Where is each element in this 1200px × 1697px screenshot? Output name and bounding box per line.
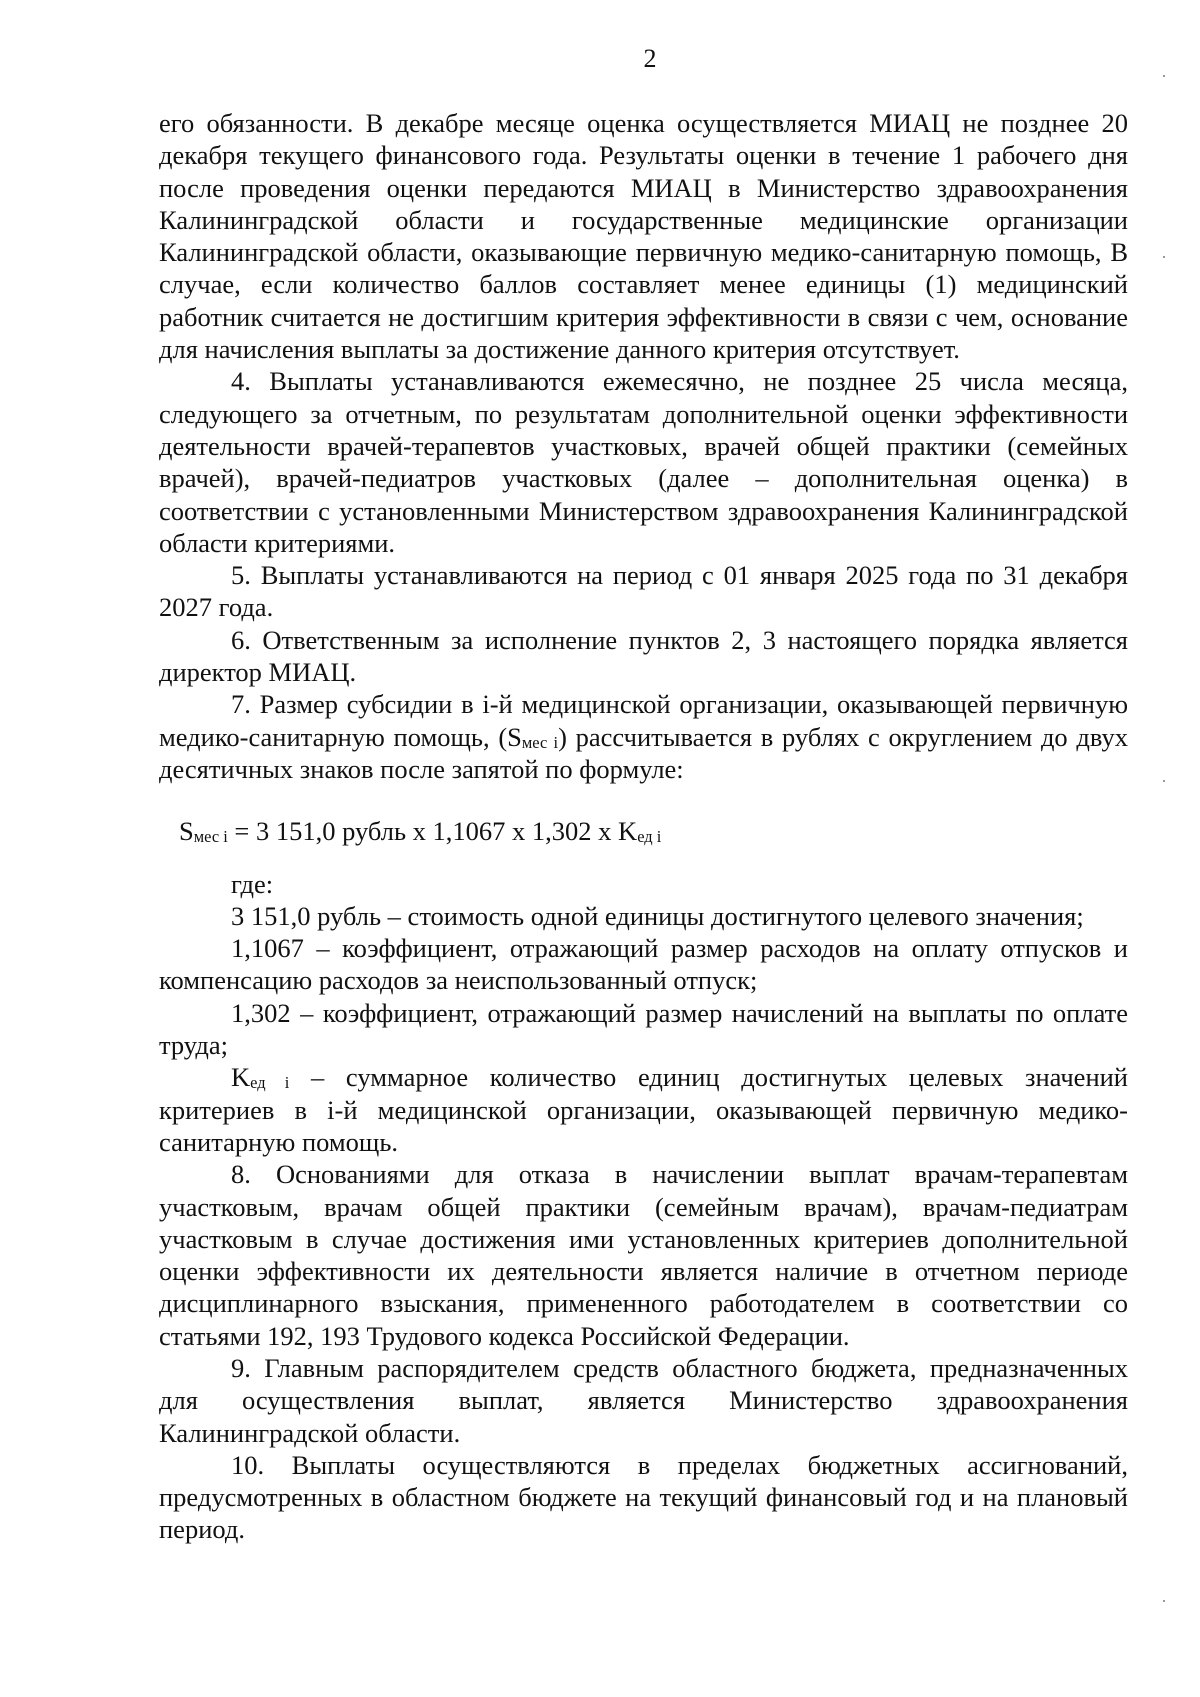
formula-s: S <box>179 816 194 847</box>
paragraph-6: 6. Ответственным за исполнение пунктов 2, 3 настоящего порядка является директор МИАЦ. <box>159 624 1128 688</box>
definition-k-subscript: ед i <box>250 1073 290 1093</box>
scan-speck <box>1163 780 1165 782</box>
definition-vacation-coefficient: 1,1067 – коэффициент, отражающий размер расходов на оплату отпусков и компенсацию расходов за неиспользованный отпуск; <box>159 933 1128 996</box>
formula-body: = 3 151,0 рубль х 1,1067 х 1,302 х K <box>227 816 638 847</box>
definition-k-text: – суммарное количество единиц достигнутых целевых значений критериев в i-й медицинской организации, оказывающей первичную медико-санитарную помощь. <box>159 1062 1128 1157</box>
paragraph-9: 9. Главным распорядителем средств областного бюджета, предназначенных для осуществления выплат, является Министерство здравоохранения Калининградской области. <box>159 1352 1128 1448</box>
scan-speck <box>1163 75 1165 77</box>
definition-k-symbol: K <box>231 1062 251 1093</box>
formula-k-subscript: ед i <box>637 827 662 847</box>
paragraph-7-start: 7. Размер субсидии в i-й медицинской организации, оказывающей первичную медико-санитарную помощь, (S <box>159 689 1128 752</box>
definition-cost: 3 151,0 рубль – стоимость одной единицы достигнутого целевого значения; <box>231 900 1084 931</box>
paragraph-continuation: его обязанности. В декабре месяце оценка осуществляется МИАЦ не позднее 20 декабря текущего финансового года. Результаты оценки в течение 1 рабочего дня после проведения оценки передаются МИАЦ в Министерство здравоохранения Калининградской области и государственные медицинские организации Калининградской области, оказывающие первичную медико-санитарную помощь, В случае, если количество баллов составляет менее единицы (1) медицинский работник считается не достигшим критерия эффективности в связи с чем, основание для начисления выплаты за достижение данного критерия отсутствует. <box>159 108 1128 365</box>
where-label: где: <box>231 868 274 899</box>
definition-accrual-coefficient: 1,302 – коэффициент, отражающий размер начислений на выплаты по оплате труда; <box>159 997 1128 1061</box>
paragraph-8: 8. Основаниями для отказа в начислении выплат врачам-терапевтам участковым, врачам общей практики (семейным врачам), врачам-педиатрам участковым в случае достижения ими установленных критериев дополнительной оценки эффективности их деятельности является наличие в отчетном периоде дисциплинарного взыскания, примененного работодателем в соответствии со статьями 192, 193 Трудового кодекса Российской Федерации. <box>159 1159 1128 1351</box>
paragraph-4: 4. Выплаты устанавливаются ежемесячно, не позднее 25 числа месяца, следующего за отчетным, по результатам дополнительной оценки эффективности деятельности врачей-терапевтов участковых, врачей общей практики (семейных врачей), врачей-педиатров участковых (далее – дополнительная оценка) в соответствии с установленными Министерством здравоохранения Калининградской области критериями. <box>159 366 1128 558</box>
scan-speck <box>1163 1600 1165 1602</box>
formula <box>159 815 1128 847</box>
paragraph-7-end: ) рассчитывается в рублях с округлением до двух десятичных знаков после запятой по формуле: <box>159 721 1129 784</box>
document-body <box>159 107 1128 1546</box>
scan-speck <box>1163 256 1165 258</box>
paragraph-7 <box>159 688 1128 785</box>
s-subscript: мес i <box>521 732 559 752</box>
paragraph-5: 5. Выплаты устанавливаются на период с 01 января 2025 года по 31 декабря 2027 года. <box>159 560 1128 623</box>
paragraph-10: 10. Выплаты осуществляются в пределах бюджетных ассигнований, предусмотренных в областном бюджете на текущий финансовый год и на плановый период. <box>159 1449 1128 1545</box>
formula-s-subscript: мес i <box>193 827 228 847</box>
page-number: 2 <box>643 44 657 73</box>
definition-k <box>159 1061 1128 1158</box>
